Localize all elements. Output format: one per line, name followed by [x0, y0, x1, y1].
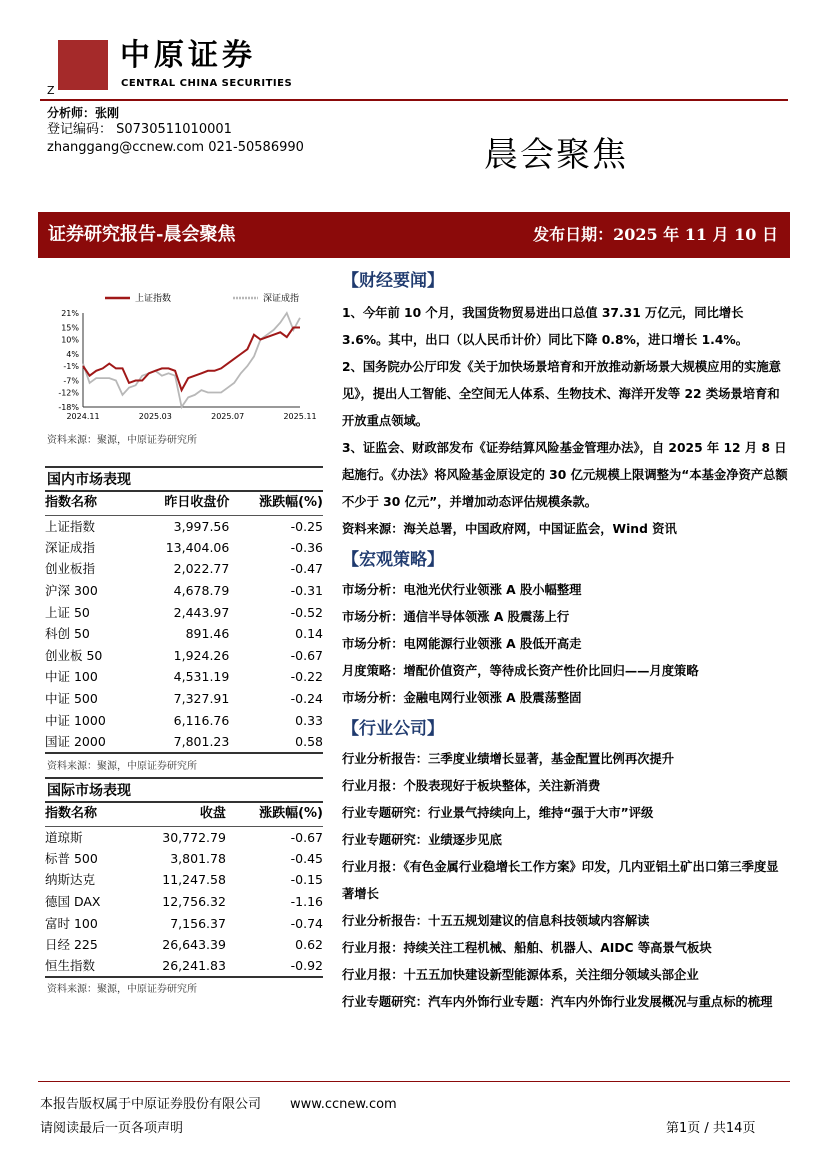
y-tick-label: 15% [61, 323, 79, 333]
index-value: 7,801.23 [134, 731, 229, 753]
page-number: 第1页 / 共14页 [666, 1121, 756, 1136]
index-value: 13,404.06 [165, 539, 230, 555]
index-change: -0.36 [290, 539, 323, 555]
table-row [45, 934, 323, 956]
section-heading-macro: 【宏观策略】 [342, 550, 444, 570]
y-tick-label: 10% [61, 335, 79, 345]
index-change: -0.92 [226, 956, 323, 978]
index-name: 科创 50 [45, 626, 90, 642]
report-type: 证券研究报告-晨会聚焦 [48, 224, 236, 245]
macro-report-link[interactable]: 市场分析：通信半导体领涨 A 股震荡上行 [342, 610, 570, 624]
index-value: 6,116.76 [173, 712, 230, 728]
index-name: 富时 100 [45, 915, 98, 931]
index-change: -0.47 [290, 561, 323, 577]
index-value: 26,643.39 [162, 937, 226, 953]
index-name: 标普 500 [45, 850, 98, 866]
industry-report-link[interactable]: 行业月报：十五五加快建设新型能源体系，关注细分领域头部企业 [342, 968, 699, 982]
index-name: 国证 2000 [45, 731, 134, 753]
table-row [45, 645, 323, 667]
table-row [45, 956, 323, 978]
index-name: 中证 100 [45, 669, 98, 685]
index-value: 3,997.56 [173, 518, 230, 534]
macro-report-link[interactable]: 月度策略：增配价值资产，等待成长资产性价比回归——月度策略 [342, 664, 699, 678]
legend-label: 深证成指 [263, 294, 300, 304]
chart-source: 资料来源：聚源，中原证券研究所 [47, 435, 197, 446]
index-name: 创业板指 [45, 561, 96, 577]
index-change: 0.33 [295, 712, 323, 728]
index-chart [43, 288, 323, 433]
registration: 登记编码： S0730511010001 [47, 122, 232, 137]
col-header: 涨跌幅(%) [229, 491, 323, 515]
index-value: 12,756.32 [162, 894, 226, 910]
index-change: 0.62 [295, 937, 323, 953]
index-value: 7,327.91 [173, 691, 230, 707]
y-tick-label: 4% [66, 349, 79, 359]
col-header: 收盘 [129, 802, 226, 826]
x-tick-label: 2025.07 [211, 412, 245, 421]
index-value: 7,156.37 [170, 915, 226, 931]
table-row [45, 580, 323, 602]
table-row [45, 848, 323, 870]
index-name: 中证 1000 [45, 712, 106, 728]
table-row [45, 623, 323, 645]
macro-report-link[interactable]: 市场分析：金融电网行业领涨 A 股震荡整固 [342, 691, 582, 705]
logo-mark [58, 40, 108, 90]
industry-report-link[interactable]: 行业分析报告：十五五规划建议的信息科技领域内容解读 [342, 914, 650, 928]
table-row [45, 891, 323, 913]
industry-report-link[interactable]: 行业月报：个股表现好于板块整体，关注新消费 [342, 779, 601, 793]
series-line [83, 313, 300, 407]
x-tick-label: 2024.11 [66, 412, 100, 421]
index-name: 道琼斯 [45, 829, 83, 845]
index-name: 创业板 50 [45, 647, 103, 663]
y-tick-label: -18% [58, 403, 79, 412]
index-change: -1.16 [290, 894, 323, 910]
macro-report-link[interactable]: 市场分析：电网能源行业领涨 A 股低开高走 [342, 637, 582, 651]
logo-chinese: 中原证券 [120, 38, 256, 73]
section-heading-news: 【财经要闻】 [342, 271, 444, 291]
industry-report-link[interactable]: 行业专题研究：汽车内外饰行业专题：汽车内外饰行业发展概况与重点标的梳理 [342, 995, 773, 1009]
y-tick-label: -12% [58, 388, 79, 398]
table-row [45, 515, 323, 537]
disclaimer-notice: 请阅读最后一页各项声明 [40, 1121, 184, 1136]
legend-label: 上证指数 [135, 294, 172, 304]
table-caption: 国际市场表现 [45, 778, 323, 802]
index-change: -0.52 [290, 604, 323, 620]
index-name: 上证指数 [45, 518, 96, 534]
website-link[interactable]: www.ccnew.com [290, 1097, 397, 1112]
index-change: -0.67 [290, 829, 323, 845]
col-header: 指数名称 [45, 802, 129, 826]
index-change: -0.67 [290, 647, 323, 663]
news-item: 3、证监会、财政部发布《证券结算风险基金管理办法》，自 2025 年 12 月 8 日起施行。《办法》将风险基金原设定的 30 亿元规模上限调整为“本基金净资产总额不少于 30 亿元”，并增加动态评估规模条款。 [342, 441, 788, 509]
y-tick-label: 21% [61, 309, 79, 318]
index-value: 2,443.97 [173, 604, 230, 620]
index-value: 3,801.78 [170, 850, 226, 866]
index-change: -0.15 [290, 872, 323, 888]
table-source: 资料来源：聚源，中原证券研究所 [47, 761, 197, 772]
index-value: 4,531.19 [173, 669, 230, 685]
news-item: 1、今年前 10 个月，我国货物贸易进出口总值 37.31 万亿元，同比增长 3.6%。其中，出口（以人民币计价）同比下降 0.8%，进口增长 1.4%。 [342, 306, 749, 347]
index-change: -0.24 [290, 691, 323, 707]
table-row [45, 666, 323, 688]
index-name: 德国 DAX [45, 894, 101, 910]
industry-report-link[interactable]: 行业专题研究：业绩逐步见底 [342, 833, 502, 847]
index-change: 0.58 [229, 731, 323, 753]
publish-date: 发布日期：2025 年 11 月 10 日 [533, 225, 778, 244]
industry-report-link[interactable]: 行业专题研究：行业景气持续向上，维持“强于大市”评级 [342, 806, 654, 820]
table-source: 资料来源：聚源，中原证券研究所 [47, 984, 197, 995]
index-name: 恒生指数 [45, 956, 129, 978]
index-name: 中证 500 [45, 691, 98, 707]
index-value: 4,678.79 [173, 583, 230, 599]
news-item: 2、国务院办公厅印发《关于加快场景培育和开放推动新场景大规模应用的实施意见》，提出人工智能、全空间无人体系、生物技术、海洋开发等 22 类场景培育和开放重点领域。 [342, 360, 781, 428]
table-row [45, 601, 323, 623]
footer-divider [38, 1081, 790, 1082]
index-name: 上证 50 [45, 604, 90, 620]
index-name: 纳斯达克 [45, 872, 96, 888]
intl-market-table [45, 777, 323, 978]
index-change: 0.14 [295, 626, 323, 642]
index-change: -0.22 [290, 669, 323, 685]
table-row [45, 558, 323, 580]
index-value: 26,241.83 [129, 956, 226, 978]
table-row [45, 869, 323, 891]
index-change: -0.74 [290, 915, 323, 931]
x-tick-label: 2025.11 [283, 412, 317, 421]
index-name: 日经 225 [45, 937, 98, 953]
index-change: -0.31 [290, 583, 323, 599]
col-header: 指数名称 [45, 491, 134, 515]
index-value: 2,022.77 [173, 561, 230, 577]
index-change: -0.25 [290, 518, 323, 534]
table-row [45, 912, 323, 934]
analyst: 分析师：张刚 [47, 106, 120, 120]
industry-report-link[interactable]: 行业月报：持续关注工程机械、船舶、机器人、AIDC 等高景气板块 [342, 941, 712, 955]
table-row [45, 709, 323, 731]
index-value: 30,772.79 [162, 829, 226, 845]
y-tick-label: -7% [63, 376, 79, 386]
page-title: 晨会聚焦 [484, 135, 628, 175]
domestic-market-table [45, 466, 323, 754]
section-heading-industry: 【行业公司】 [342, 719, 444, 739]
header-divider [40, 99, 788, 101]
copyright: 本报告版权属于中原证券股份有限公司 [40, 1097, 262, 1112]
contact: zhanggang@ccnew.com 021-50586990 [47, 140, 304, 155]
logo-english: CENTRAL CHINA SECURITIES [121, 78, 293, 89]
table-row [45, 826, 323, 848]
table-row [45, 537, 323, 559]
x-tick-label: 2025.03 [138, 412, 172, 421]
index-value: 1,924.26 [173, 647, 230, 663]
index-name: 深证成指 [45, 539, 96, 555]
table-row [45, 688, 323, 710]
y-tick-label: -1% [63, 362, 79, 372]
table-caption: 国内市场表现 [45, 467, 323, 491]
right-column [342, 270, 790, 1016]
index-value: 891.46 [185, 626, 230, 642]
macro-report-link[interactable]: 市场分析：电池光伏行业领涨 A 股小幅整理 [342, 583, 582, 597]
index-change: -0.45 [290, 850, 323, 866]
corner-mark: Z [47, 84, 55, 97]
industry-report-link[interactable]: 行业月报：《有色金属行业稳增长工作方案》印发，几内亚铝土矿出口第三季度显著增长 [342, 860, 779, 901]
report-banner [38, 212, 790, 258]
col-header: 昨日收盘价 [134, 491, 229, 515]
news-source: 资料来源：海关总署，中国政府网，中国证监会，Wind 资讯 [342, 522, 677, 536]
index-name: 沪深 300 [45, 583, 98, 599]
table-row [45, 731, 323, 753]
index-value: 11,247.58 [162, 872, 226, 888]
col-header: 涨跌幅(%) [226, 802, 323, 826]
industry-report-link[interactable]: 行业分析报告：三季度业绩增长显著，基金配置比例再次提升 [342, 752, 675, 766]
